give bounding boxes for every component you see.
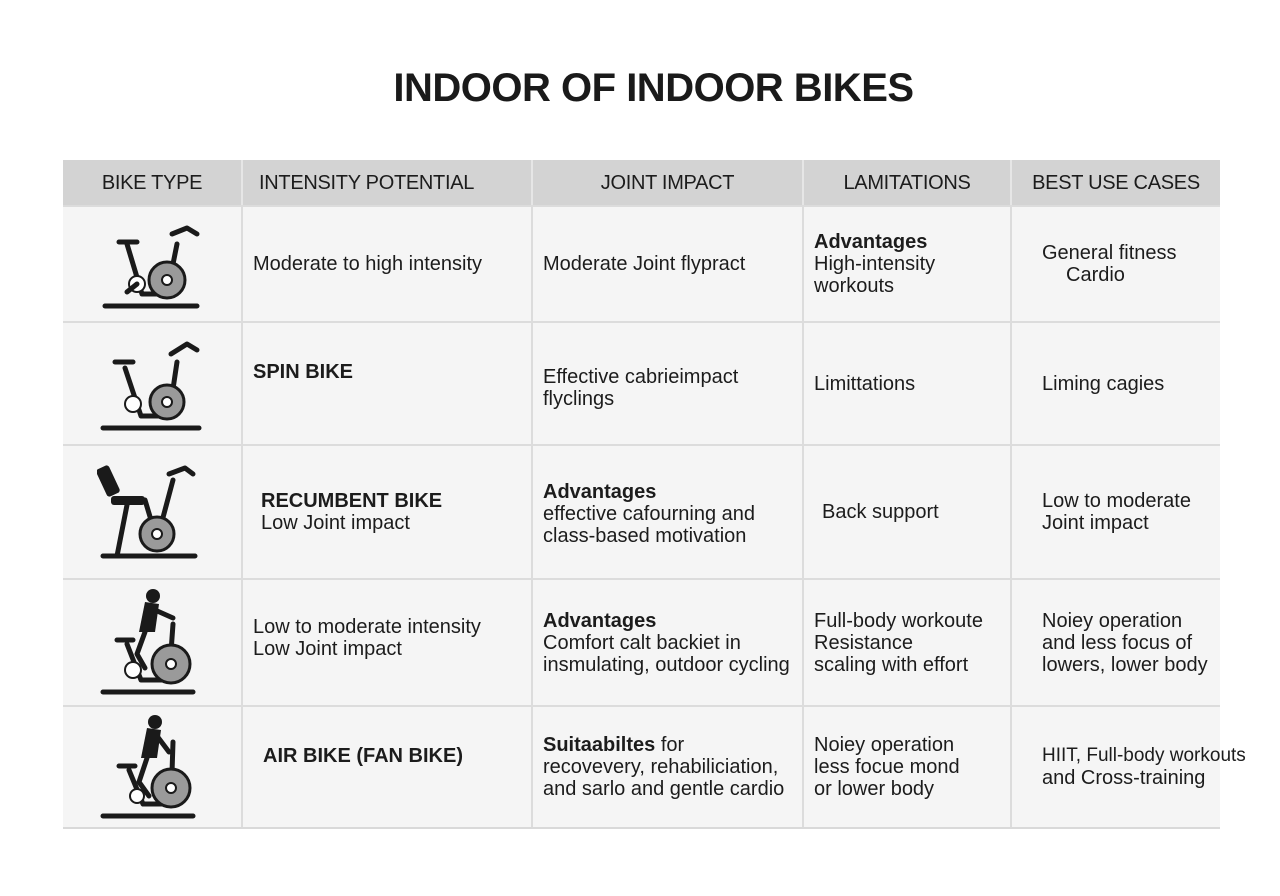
joint-impact-cell xyxy=(531,446,802,578)
cell-text: Full-body workoute xyxy=(814,609,983,632)
cell-text: Low Joint impact xyxy=(253,638,402,660)
intensity-cell xyxy=(241,323,531,444)
cell-text: Low Joint impact xyxy=(261,512,410,534)
cell-text: Moderate to high intensity xyxy=(253,253,483,275)
cell-text: and sarlo and gentle cardio xyxy=(543,778,785,800)
bike-type-cell xyxy=(63,323,241,444)
upright-bike-icon xyxy=(97,214,207,314)
cell-text: Limittations xyxy=(814,372,916,395)
cell-text: Effective cabrieimpact xyxy=(543,365,739,388)
cell-heading: Suitaabiltes xyxy=(543,734,656,756)
cell-text: Noiey operation xyxy=(814,734,955,756)
cell-text: class-based motivation xyxy=(543,525,747,547)
cell-text: effective cafourning and xyxy=(543,503,756,525)
table-row xyxy=(63,705,1246,827)
best-use-cell xyxy=(1010,207,1220,321)
intensity-cell xyxy=(241,580,531,705)
cell-heading: SPIN BIKE xyxy=(253,361,354,383)
limitations-cell xyxy=(802,446,1010,578)
best-use-cell xyxy=(1010,580,1220,705)
air-bike-icon xyxy=(97,712,207,822)
rider-bike-icon xyxy=(97,588,207,698)
best-use-cell xyxy=(1010,707,1246,827)
recumbent-bike-icon xyxy=(97,460,207,564)
header-limitations: LAMITATIONS xyxy=(802,160,1010,205)
bike-type-cell xyxy=(63,207,241,321)
cell-text: Moderate Joint flypract xyxy=(543,253,746,275)
table-row xyxy=(63,321,1220,444)
cell-heading: Advantages xyxy=(543,481,657,503)
cell-heading: RECUMBENT BIKE xyxy=(261,490,443,512)
spin-bike-icon xyxy=(97,332,207,436)
cell-text: and less focus of xyxy=(1042,631,1193,654)
limitations-cell xyxy=(802,580,1010,705)
cell-text: less focue mond xyxy=(814,756,960,778)
cell-heading-suffix: for xyxy=(655,734,685,756)
bike-type-cell xyxy=(63,707,241,827)
limitations-cell xyxy=(802,707,1010,827)
cell-heading: Advantages xyxy=(543,609,657,632)
cell-text: Back support xyxy=(822,501,939,523)
cell-heading: AIR BIKE (FAN BIKE) xyxy=(263,745,463,767)
cell-text: HIIT, Full-body workouts xyxy=(1042,745,1246,766)
cell-text: or lower body xyxy=(814,778,935,800)
cell-text: recovevery, rehabiliciation, xyxy=(543,756,779,778)
intensity-cell xyxy=(241,707,531,827)
cell-text: flyclings xyxy=(543,387,615,410)
cell-text: Cardio xyxy=(1066,264,1125,286)
cell-text: and Cross-training xyxy=(1042,767,1206,789)
joint-impact-cell xyxy=(531,707,802,827)
joint-impact-cell xyxy=(531,323,802,444)
comparison-table xyxy=(63,160,1246,829)
page-title: INDOOR OF INDOOR BIKES xyxy=(393,66,914,110)
cell-text: Joint impact xyxy=(1042,512,1149,534)
cell-text: lowers, lower body xyxy=(1042,653,1208,676)
cell-heading: Advantages xyxy=(814,231,928,253)
header-joint-impact: JOINT IMPACT xyxy=(531,160,802,205)
intensity-cell xyxy=(241,207,531,321)
best-use-cell xyxy=(1010,323,1220,444)
limitations-cell xyxy=(802,207,1010,321)
cell-text: Comfort calt backiet in xyxy=(543,631,741,654)
cell-text: Liming cagies xyxy=(1042,372,1165,395)
cell-text: High-intensity xyxy=(814,253,936,275)
table-row xyxy=(63,578,1220,705)
table-row xyxy=(63,444,1220,578)
joint-impact-cell xyxy=(531,580,802,705)
cell-text: insmulating, outdoor cycling xyxy=(543,653,790,676)
cell-text: scaling with effort xyxy=(814,653,969,676)
cell-text: workouts xyxy=(814,275,895,297)
cell-text: Resistance xyxy=(814,631,913,654)
bike-type-cell xyxy=(63,446,241,578)
cell-text: Low to moderate intensity xyxy=(253,616,481,638)
intensity-cell xyxy=(241,446,531,578)
limitations-cell xyxy=(802,323,1010,444)
cell-text: General fitness xyxy=(1042,242,1177,264)
header-best-use-cases: BEST USE CASES xyxy=(1010,160,1220,205)
header-bike-type: BIKE TYPE xyxy=(101,171,203,194)
joint-impact-cell xyxy=(531,207,802,321)
header-intensity-potential: INTENSITY POTENTIAL xyxy=(241,160,531,205)
table-row xyxy=(63,205,1220,321)
cell-text: Low to moderate xyxy=(1042,490,1191,512)
best-use-cell xyxy=(1010,446,1220,578)
bike-type-cell xyxy=(63,580,241,705)
table-header-row xyxy=(63,160,1220,205)
cell-text: Noiey operation xyxy=(1042,609,1183,632)
